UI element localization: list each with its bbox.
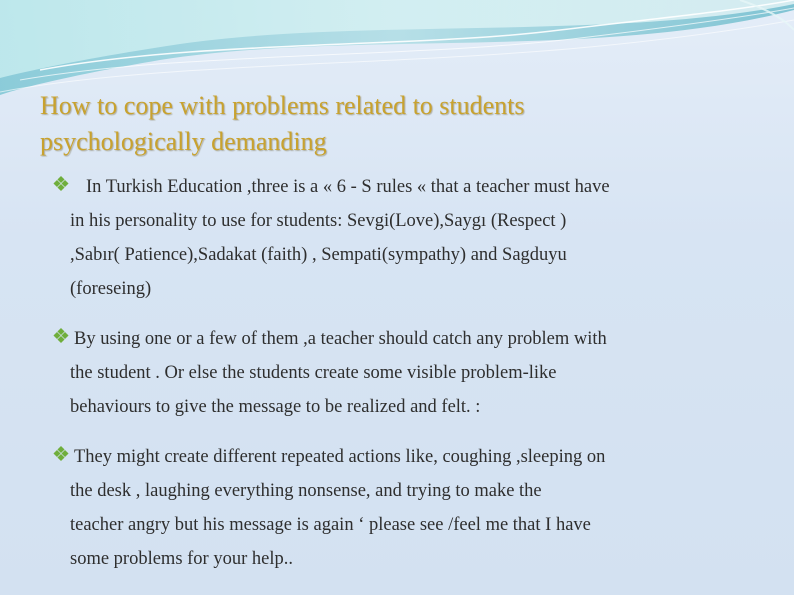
- bullet-2-line-1: By using one or a few of them ,a teacher should catch any problem with: [74, 329, 607, 349]
- bullet-3-line-4: some problems for your help..: [70, 549, 293, 569]
- bullet-list: [52, 170, 752, 592]
- bullet-3-line-3: teacher angry but his message is again ‘ please see /feel me that I have: [70, 515, 591, 535]
- bullet-3-line-1: They might create different repeated actions like, coughing ,sleeping on: [74, 447, 606, 467]
- bullet-item-catch-problem: [52, 322, 752, 424]
- bullet-3-line-2: the desk , laughing everything nonsense, and trying to make the: [70, 481, 542, 501]
- bullet-item-turkish-education: [52, 170, 752, 306]
- slide-title-line-1: How to cope with problems related to students: [40, 91, 525, 120]
- slide-title-line-2: psychologically demanding: [40, 127, 327, 156]
- four-diamond-bullet-icon: [52, 170, 70, 204]
- bullet-1-line-4: (foreseing): [70, 279, 152, 299]
- bullet-1-line-3: ,Sabır( Patience),Sadakat (faith) , Sempati(sympathy) and Sagduyu: [70, 245, 567, 265]
- four-diamond-bullet-icon: [52, 440, 70, 474]
- bullet-1-line-1: In Turkish Education ,three is a « 6 - S rules « that a teacher must have: [86, 177, 610, 197]
- bullet-1-line-2: in his personality to use for students: Sevgi(Love),Saygı (Respect ): [70, 211, 567, 231]
- bullet-2-line-3: behaviours to give the message to be realized and felt. :: [70, 397, 481, 417]
- four-diamond-bullet-icon: [52, 322, 70, 356]
- bullet-2-line-2: the student . Or else the students create some visible problem-like: [70, 363, 557, 383]
- bullet-item-repeated-actions: [52, 440, 752, 576]
- slide-title: [40, 88, 760, 160]
